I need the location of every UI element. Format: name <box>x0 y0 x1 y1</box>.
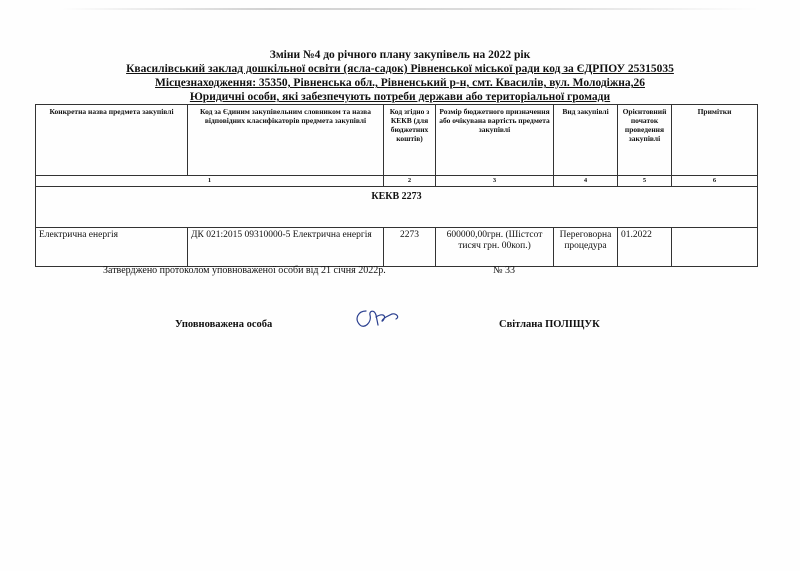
cell-kekv: 2273 <box>384 228 436 267</box>
cell-notes <box>672 228 758 267</box>
section-row <box>36 187 758 228</box>
address-line: Місцезнаходження: 35350, Рівненська обл., Рівненський р-н, смт. Квасилів, вул. Молодіжна,26 <box>155 77 645 89</box>
institution-line: Квасилівський заклад дошкільної освіти (ясла-садок) Рівненської міської ради код за ЄДРПОУ 25315035 <box>126 63 674 75</box>
header-start-date: Орієнтовний початок проведення закупівлі <box>618 105 672 176</box>
column-number-2: 2 <box>384 176 436 187</box>
cell-start-date: 01.2022 <box>618 228 672 267</box>
column-number-5: 5 <box>618 176 672 187</box>
column-number-6: 6 <box>672 176 758 187</box>
column-number-4: 4 <box>554 176 618 187</box>
cell-amount: 600000,00грн. (Шістсот тисяч грн. 00коп.) <box>436 228 554 267</box>
scan-artifact-line <box>60 8 760 10</box>
signatory-name: Світлана ПОЛІЩУК <box>499 319 600 330</box>
procurement-table <box>35 104 758 267</box>
table-row <box>36 228 758 267</box>
column-number-1: 1 <box>36 176 384 187</box>
cell-procurement-type: Переговорна процедура <box>554 228 618 267</box>
cell-item-name: Електрична енергія <box>36 228 188 267</box>
approval-line <box>103 265 516 276</box>
header-kekv-code: Код згідно з КЕКВ (для бюджетних коштів) <box>384 105 436 176</box>
document-title: Зміни №4 до річного плану закупівель на 2022 рік <box>269 49 531 61</box>
header-procurement-type: Вид закупівлі <box>554 105 618 176</box>
header-item-name: Конкретна назва предмета закупівлі <box>36 105 188 176</box>
cell-cpv-code: ДК 021:2015 09310000-5 Електрична енергія <box>188 228 384 267</box>
section-kekv: КЕКВ 2273 <box>36 187 758 228</box>
header-notes: Примітки <box>672 105 758 176</box>
handwritten-signature <box>352 305 408 333</box>
header-cpv-code: Код за Єдиним закупівельним словником та назва відповідних класифікаторів предмета закупівлі <box>188 105 384 176</box>
header-amount: Розмір бюджетного призначення або очікувана вартість предмета закупівлі <box>436 105 554 176</box>
approval-text: Затверджено протоколом уповноваженої особи від 21 січня 2022р. <box>103 265 386 276</box>
table-header-row <box>36 105 758 176</box>
signatory-role: Уповноважена особа <box>175 319 273 330</box>
protocol-number: № 33 <box>493 265 516 276</box>
category-line: Юридичні особи, які забезпечують потреби держави або територіальної громади <box>189 91 611 103</box>
table-number-row <box>36 176 758 187</box>
column-number-3: 3 <box>436 176 554 187</box>
